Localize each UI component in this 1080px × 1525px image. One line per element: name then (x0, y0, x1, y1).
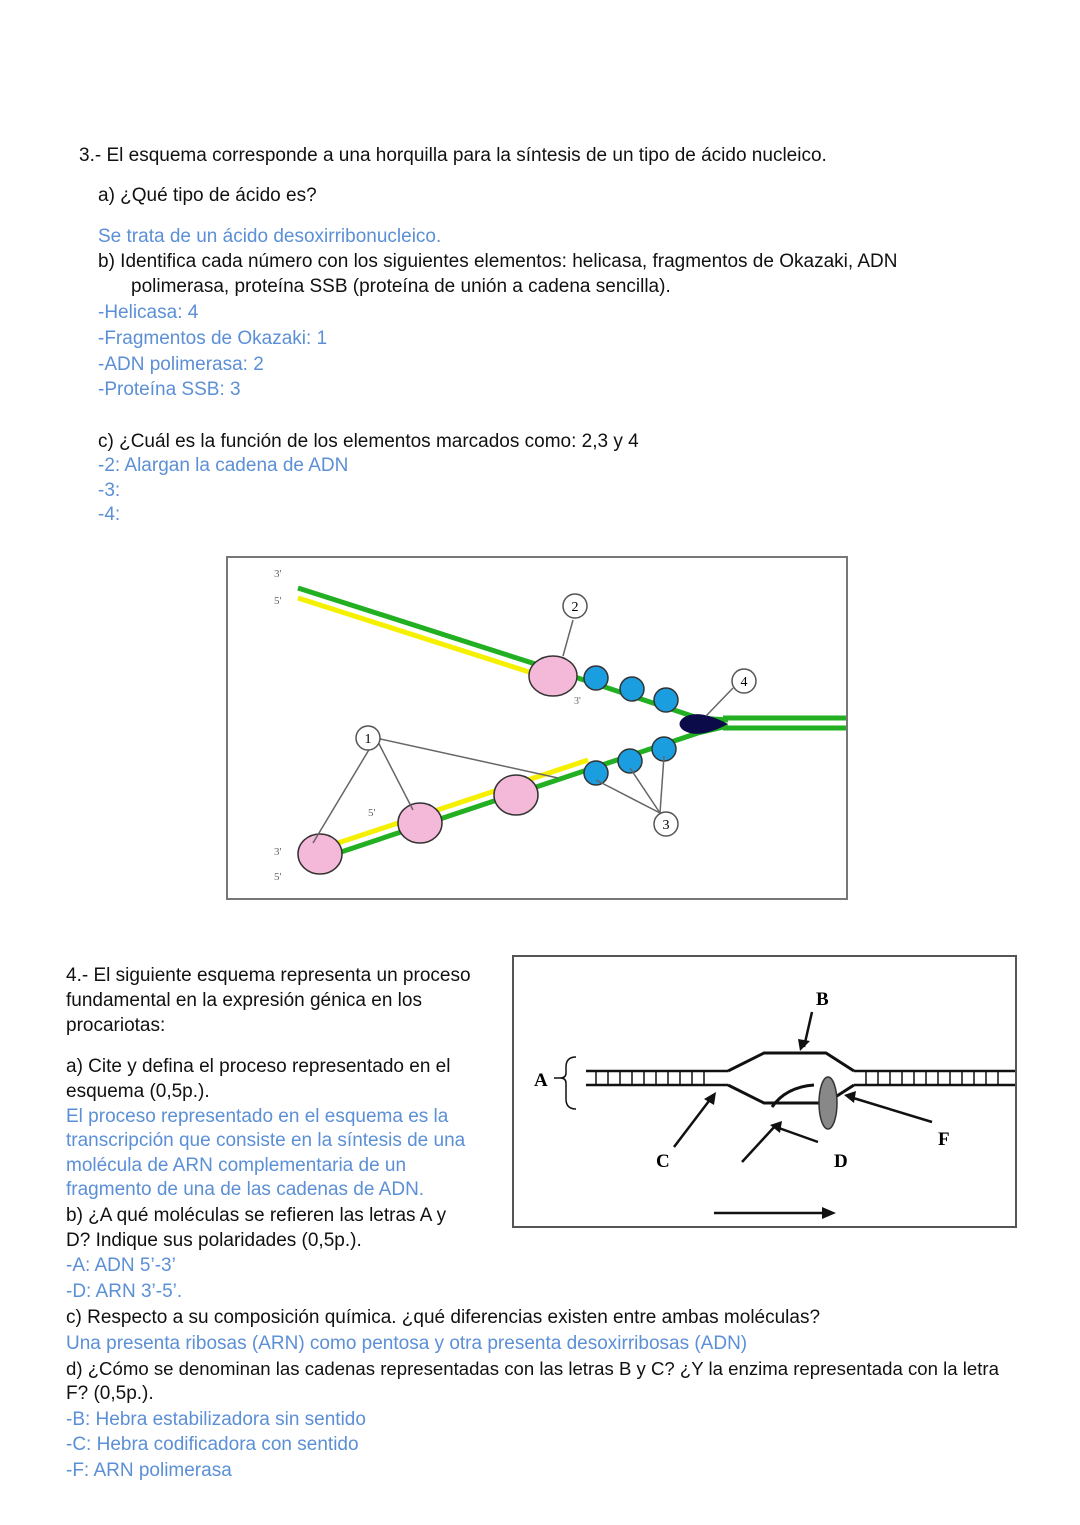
brace-a (560, 1057, 576, 1109)
ssb-protein (584, 761, 608, 785)
q4-d-answer-c: -C: Hebra codificadora con sentido (66, 1434, 359, 1455)
top-5-prime-label: 5' (274, 595, 282, 607)
label-4: 4 (740, 675, 748, 690)
arrow-c (674, 1097, 712, 1147)
ssb-protein (654, 688, 678, 712)
rna-polymerase (819, 1077, 837, 1129)
dna-polymerase-leading (529, 656, 577, 696)
q3-title: 3.- El esquema corresponde a una horquilla para la síntesis de un tipo de ácido nucleico. (79, 145, 827, 166)
q4-d-answer-f: -F: ARN polimerasa (66, 1460, 232, 1481)
q3-b-answer-okazaki: -Fragmentos de Okazaki: 1 (98, 328, 328, 349)
okazaki-polymerase-2 (298, 834, 342, 874)
q3-c-question: c) ¿Cuál es la función de los elementos marcados como: 2,3 y 4 (98, 431, 639, 452)
label-1: 1 (364, 732, 372, 747)
q4-d-question-line1: d) ¿Cómo se denominan las cadenas representadas con las letras B y C? ¿Y la enzima representada con la letra (66, 1358, 999, 1379)
q4-intro-line1: 4.- El siguiente esquema representa un proceso (66, 965, 471, 986)
transcription-diagram (514, 957, 1015, 1226)
label-b: B (816, 989, 829, 1010)
leading-3-prime-label: 3' (574, 696, 581, 707)
q4-b-question-line1: b) ¿A qué moléculas se refieren las letras A y (66, 1205, 447, 1226)
ssb-protein (584, 666, 608, 690)
transcription-figure (512, 955, 1017, 1228)
q4-a-answer-line3: molécula de ARN complementaria de un (66, 1155, 407, 1176)
q3-a-question: a) ¿Qué tipo de ácido es? (98, 185, 317, 206)
q3-b-question-line1: b) Identifica cada número con los siguientes elementos: helicasa, fragmentos de Okazaki, ADN (98, 251, 898, 272)
q4-b-answer-d: -D: ARN 3’-5’. (66, 1281, 183, 1302)
q3-b-answer-ssb: -Proteína SSB: 3 (98, 379, 241, 400)
label-3: 3 (662, 818, 670, 833)
ssb-protein (618, 749, 642, 773)
leading-new-strand (298, 598, 548, 678)
label-f: F (938, 1129, 950, 1150)
q4-a-question-line1: a) Cite y defina el proceso representado en el (66, 1056, 451, 1077)
label-a: A (534, 1070, 548, 1091)
q4-d-answer-b: -B: Hebra estabilizadora sin sentido (66, 1409, 366, 1430)
q3-c-answer-4: -4: (98, 504, 121, 525)
q4-c-question: c) Respecto a su composición química. ¿qué diferencias existen entre ambas moléculas? (66, 1307, 821, 1328)
okazaki-polymerase-1 (398, 803, 442, 843)
q4-intro-line2: fundamental en la expresión génica en los (66, 990, 422, 1011)
arrow-f (850, 1097, 932, 1122)
q3-b-question-line2: polimerasa, proteína SSB (proteína de unión a cadena sencilla). (131, 276, 671, 297)
top-3-prime-label: 3' (274, 568, 282, 580)
replication-fork-diagram (228, 558, 846, 898)
leading-template-strand (298, 588, 548, 668)
q3-b-answer-polimerasa: -ADN polimerasa: 2 (98, 354, 264, 375)
q3-c-answer-3: -3: (98, 480, 121, 501)
label-d: D (834, 1151, 848, 1172)
lagging-new-strand (308, 760, 588, 853)
q3-a-answer: Se trata de un ácido desoxirribonucleico. (98, 226, 442, 247)
q3-b-answer-helicasa: -Helicasa: 4 (98, 302, 199, 323)
dna-polymerase-lagging (494, 775, 538, 815)
q4-intro-line3: procariotas: (66, 1015, 166, 1036)
q4-a-answer-line2: transcripción que consiste en la síntesis de una (66, 1130, 466, 1151)
ssb-protein (620, 677, 644, 701)
q4-c-answer: Una presenta ribosas (ARN) como pentosa y otra presenta desoxirribosas (ADN) (66, 1333, 748, 1354)
direction-arrowhead (822, 1207, 836, 1219)
q4-b-answer-a: -A: ADN 5’-3’ (66, 1255, 176, 1276)
q4-d-question-line2: F? (0,5p.). (66, 1383, 154, 1404)
replication-fork-figure (226, 556, 848, 900)
bottom-5-prime-label: 5' (274, 871, 282, 883)
okazaki-5-prime-label: 5' (368, 807, 376, 819)
bottom-3-prime-label: 3' (274, 846, 282, 858)
q3-c-answer-2: -2: Alargan la cadena de ADN (98, 455, 349, 476)
strand-b (728, 1053, 854, 1071)
q4-b-question-line2: D? Indique sus polaridades (0,5p.). (66, 1230, 362, 1251)
q4-a-question-line2: esquema (0,5p.). (66, 1081, 210, 1102)
q4-a-answer-line4: fragmento de una de las cadenas de ADN. (66, 1179, 425, 1200)
arrow-d (776, 1127, 818, 1142)
q4-a-answer-line1: El proceso representado en el esquema es la (66, 1106, 449, 1127)
label-c: C (656, 1151, 670, 1172)
label-2: 2 (571, 600, 579, 615)
